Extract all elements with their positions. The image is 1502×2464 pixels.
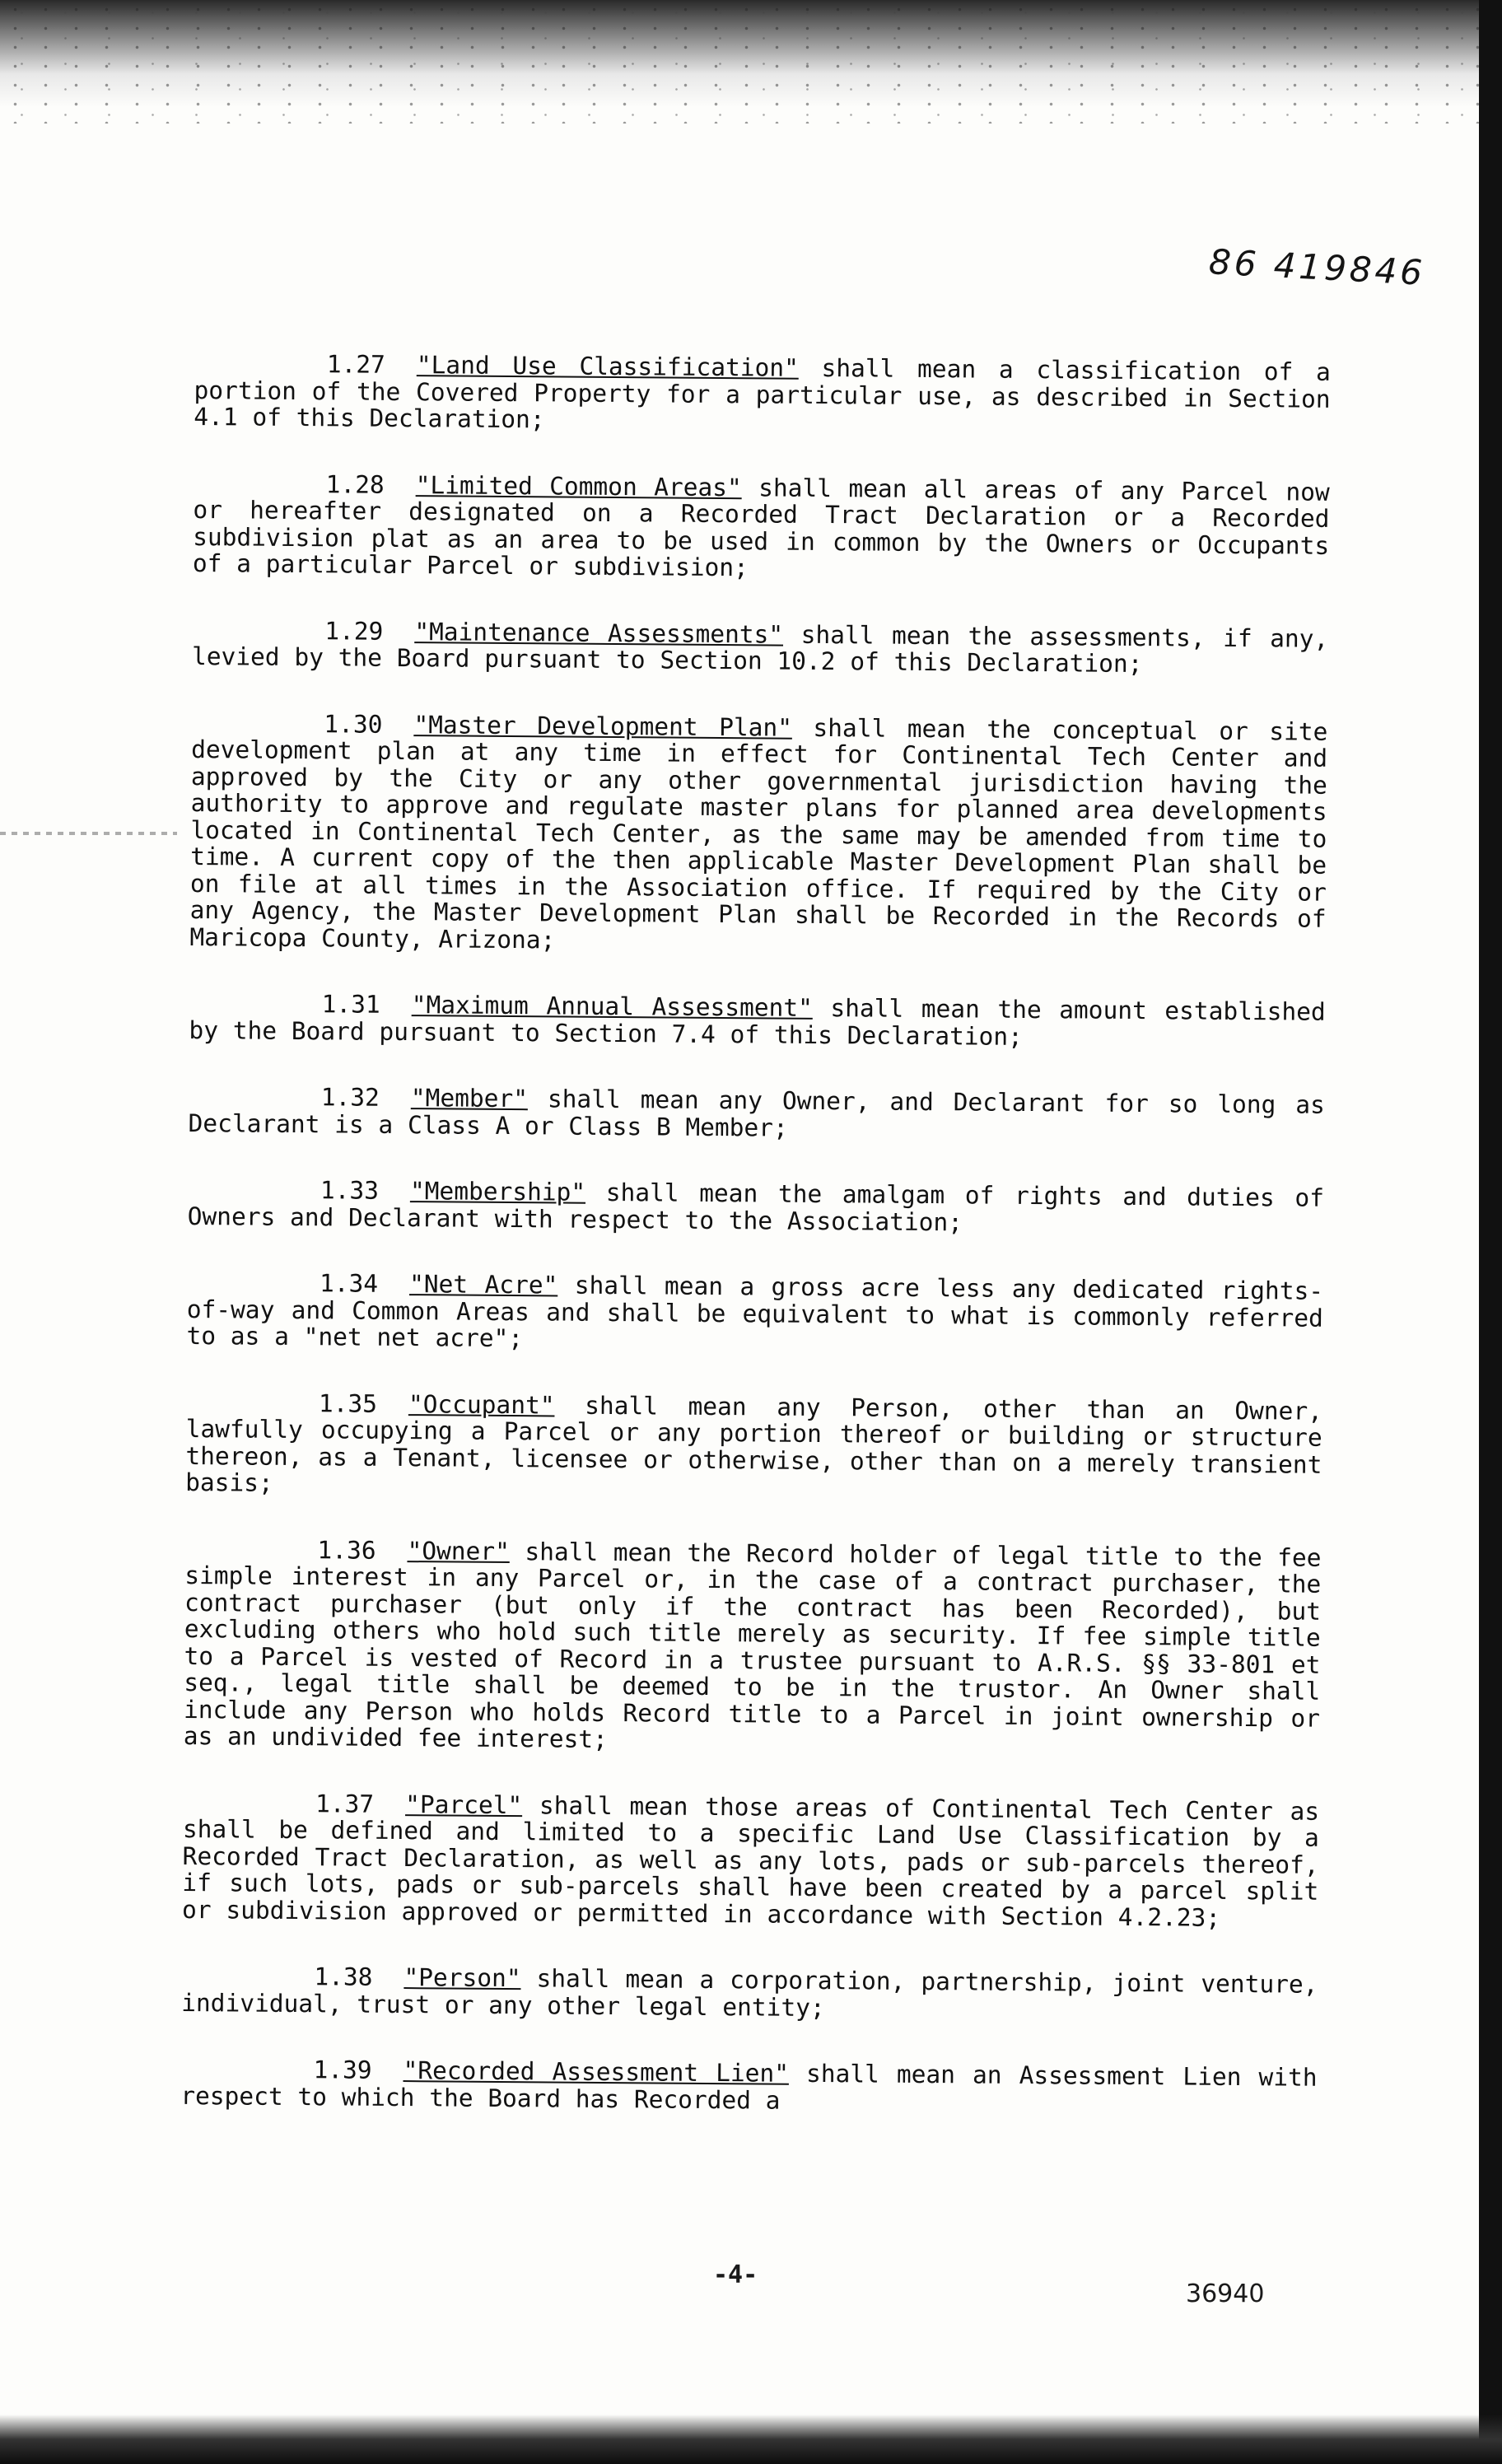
section-number: 1.36 bbox=[317, 1535, 376, 1565]
definitions-body bbox=[180, 350, 1331, 2158]
definition-1-35 bbox=[185, 1388, 1322, 1505]
definition-text: shall mean the amalgam of rights and duties of Owners and Declarant with respect to the Association; bbox=[187, 1178, 1325, 1236]
defined-term: "Recorded Assessment Lien" bbox=[403, 2056, 790, 2088]
section-number: 1.33 bbox=[320, 1176, 380, 1205]
bates-number: 36940 bbox=[1186, 2280, 1265, 2308]
definition-1-30 bbox=[189, 709, 1327, 959]
section-number: 1.32 bbox=[320, 1083, 380, 1112]
defined-term: "Master Development Plan" bbox=[413, 710, 793, 742]
definition-text: shall mean the assessments, if any, levied by the Board pursuant to Section 10.2 of this Declaration; bbox=[191, 620, 1329, 679]
defined-term: "Limited Common Areas" bbox=[415, 470, 742, 502]
document-number: 86 419846 bbox=[1207, 241, 1427, 293]
section-number: 1.34 bbox=[319, 1269, 379, 1298]
definition-1-29 bbox=[192, 616, 1328, 679]
definition-text: shall mean a classification of a portion of the Covered Property for a particular use, as described in Section 4.1 of this Declaration; bbox=[194, 353, 1331, 434]
definition-text: shall mean those areas of Continental Tech Center as shall be defined and limited to a specific Land Use Classification by a Recorded Tract Declaration, as well as any lots, pads or sub-parcels thereof, if such lots, pads or sub-parcels shall have been created by a parcel split or subdivision approved or permitted in accordance with Section 4.2.23; bbox=[181, 1790, 1320, 1932]
definition-text: shall mean a gross acre less any dedicated rights-of-way and Common Areas and shall be equivalent to what is commonly referred to as a "net net acre"; bbox=[186, 1271, 1324, 1353]
definition-text: shall mean a corporation, partnership, joint venture, individual, trust or any other legal entity; bbox=[181, 1964, 1318, 2022]
defined-term: "Member" bbox=[410, 1084, 529, 1113]
defined-term: "Maintenance Assessments" bbox=[414, 617, 784, 649]
definition-text: shall mean any Owner, and Declarant for so long as Declarant is a Class A or Class B Member; bbox=[188, 1085, 1325, 1142]
definition-1-39 bbox=[180, 2056, 1317, 2118]
defined-term: "Parcel" bbox=[405, 1790, 523, 1819]
section-number: 1.35 bbox=[318, 1388, 378, 1418]
definition-text: shall mean all areas of any Parcel now or hereafter designated on a Recorded Tract Declaration or a Recorded subdivision plat as an area to be used in common by the Owners or Occupants of a particular Parcel or subdivision; bbox=[192, 473, 1330, 582]
scan-artifact-dashes bbox=[0, 832, 177, 835]
defined-term: "Owner" bbox=[407, 1536, 511, 1566]
definition-1-32 bbox=[188, 1083, 1324, 1146]
section-number: 1.39 bbox=[313, 2056, 372, 2084]
definition-1-27 bbox=[194, 350, 1331, 439]
definition-text: shall mean the conceptual or site development plan at any time in effect for Continental Tech Center and approved by the City or any other governmental jurisdiction having the authority to approve and regulate master plans for planned area developments located in Continental Tech Center, as the same may be amended from time to time. A current copy of the then applicable Master Development Plan shall be on file at all times in the Association office. If required by the City or any Agency, the Master Development Plan shall be Recorded in the Records of Maricopa County, Arizona; bbox=[189, 713, 1328, 954]
defined-term: "Membership" bbox=[409, 1177, 586, 1206]
definition-text: shall mean an Assessment Lien with respect to which the Board has Recorded a bbox=[180, 2059, 1318, 2115]
section-number: 1.27 bbox=[326, 350, 386, 379]
defined-term: "Maximum Annual Assessment" bbox=[411, 991, 814, 1022]
section-number: 1.29 bbox=[324, 616, 384, 646]
definition-1-28 bbox=[193, 469, 1330, 586]
definition-text: shall mean the amount established by the Board pursuant to Section 7.4 of this Declaration; bbox=[189, 993, 1326, 1051]
section-number: 1.37 bbox=[315, 1789, 375, 1818]
definition-1-33 bbox=[188, 1176, 1324, 1239]
definition-text: shall mean the Record holder of legal title to the fee simple interest in any Parcel or, in the case of a contract purchaser, the contract purchaser (but only if the contract has been Recorded), but excluding others who hold such title merely as security. If fee simple title to a Parcel is vested of Record in a trustee pursuant to A.R.S. §§ 33-801 et seq., legal title shall be deemed to be in the trustor. An Owner shall include any Person who holds Record title to a Parcel in joint ownership or as an undivided fee interest; bbox=[183, 1537, 1322, 1753]
defined-term: "Person" bbox=[403, 1963, 521, 1993]
definition-1-37 bbox=[182, 1789, 1319, 1931]
page-number: -4- bbox=[713, 2261, 758, 2289]
section-number: 1.31 bbox=[321, 990, 380, 1019]
definition-1-31 bbox=[189, 990, 1325, 1052]
defined-term: "Land Use Classification" bbox=[416, 351, 799, 382]
section-number: 1.30 bbox=[324, 709, 383, 739]
definition-1-36 bbox=[184, 1535, 1322, 1758]
scan-noise bbox=[0, 0, 1502, 124]
section-number: 1.38 bbox=[314, 1962, 373, 1991]
definition-1-38 bbox=[181, 1962, 1318, 2025]
scan-edge-right bbox=[1479, 0, 1502, 2464]
defined-term: "Occupant" bbox=[408, 1389, 555, 1419]
definition-1-34 bbox=[186, 1269, 1323, 1358]
defined-term: "Net Acre" bbox=[408, 1270, 558, 1300]
definition-text: shall mean any Person, other than an Owner, lawfully occupying a Parcel or any portion thereof or building or structure thereon, as a Tenant, licensee or otherwise, other than on a merely transient basis; bbox=[185, 1390, 1323, 1497]
scan-edge-bottom bbox=[0, 2415, 1502, 2464]
section-number: 1.28 bbox=[325, 469, 385, 499]
